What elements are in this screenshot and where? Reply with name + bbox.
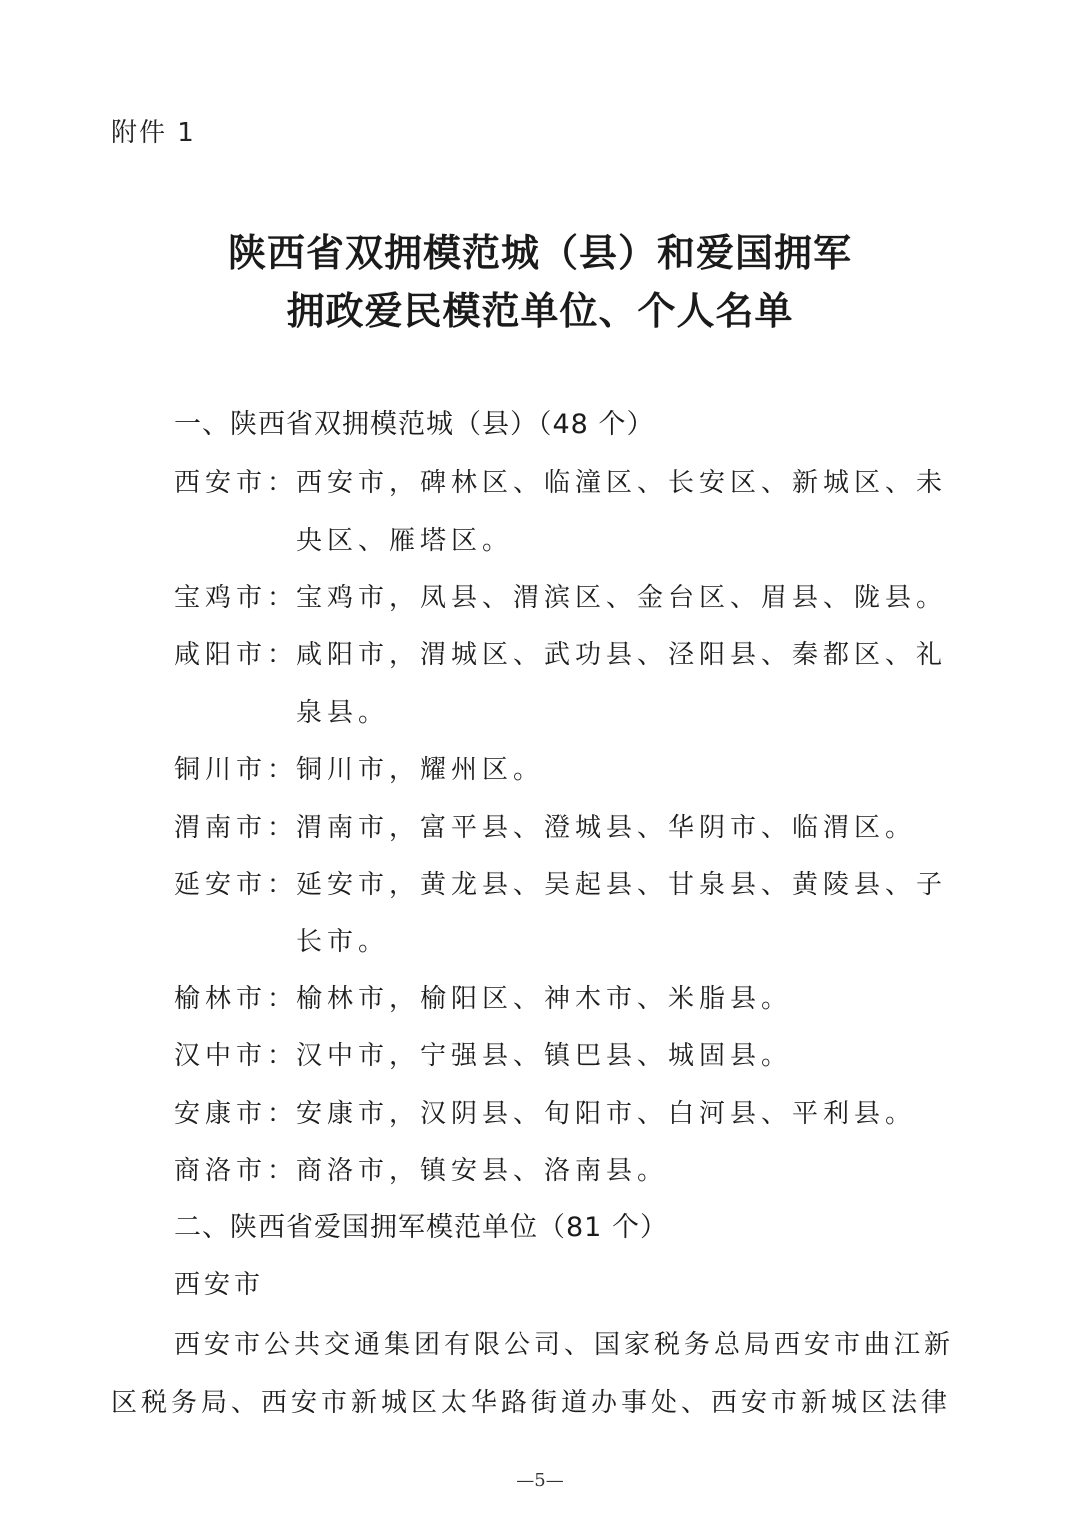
city-items: 商洛市，镇安县、洛南县。 [296,1156,669,1186]
city-name: 商洛市： [174,1156,299,1186]
document-title-line-1: 陕西省双拥模范城（县）和爱国拥军 [227,231,852,275]
page-number: —5— [516,1470,564,1491]
city-name: 榆林市： [174,984,299,1014]
attachment-label: 附件 1 [111,118,196,148]
city-name: 宝鸡市： [174,583,299,613]
city-name: 西安市： [174,468,299,498]
city-items: 汉中市，宁强县、镇巴县、城固县。 [296,1041,793,1071]
city-items: 榆林市，榆阳区、神木市、米脂县。 [296,984,793,1014]
section-2-heading: 二、陕西省爱国拥军模范单位（81 个） [174,1212,668,1243]
document-title-line-2: 拥政爱民模范单位、个人名单 [286,289,794,333]
city-items-continuation: 央区、雁塔区。 [296,526,514,556]
city-items: 铜川市，耀州区。 [296,755,545,785]
city-items: 西安市，碑林区、临潼区、长安区、新城区、未 [296,468,948,498]
city-name: 延安市： [174,870,299,900]
section-2-city: 西安市 [174,1270,265,1300]
city-name: 咸阳市： [174,640,299,670]
city-items: 渭南市，富平县、澄城县、华阴市、临渭区。 [296,813,917,843]
city-items-continuation: 长市。 [296,927,390,957]
city-name: 安康市： [174,1099,299,1129]
section-1-heading: 一、陕西省双拥模范城（县）（48 个） [174,409,655,440]
section-2-paragraph-line-1: 西安市公共交通集团有限公司、国家税务总局西安市曲江新 [174,1330,955,1360]
city-items-continuation: 泉县。 [296,698,390,728]
city-items: 安康市，汉阴县、旬阳市、白河县、平利县。 [296,1099,917,1129]
section-2-paragraph-line-2: 区税务局、西安市新城区太华路街道办事处、西安市新城区法律 [111,1388,952,1418]
city-name: 渭南市： [174,813,299,843]
city-items: 宝鸡市，凤县、渭滨区、金台区、眉县、陇县。 [296,583,948,613]
city-items: 咸阳市，渭城区、武功县、泾阳县、秦都区、礼 [296,640,948,670]
city-name: 铜川市： [174,755,299,785]
city-name: 汉中市： [174,1041,299,1071]
city-items: 延安市，黄龙县、吴起县、甘泉县、黄陵县、子 [296,870,948,900]
